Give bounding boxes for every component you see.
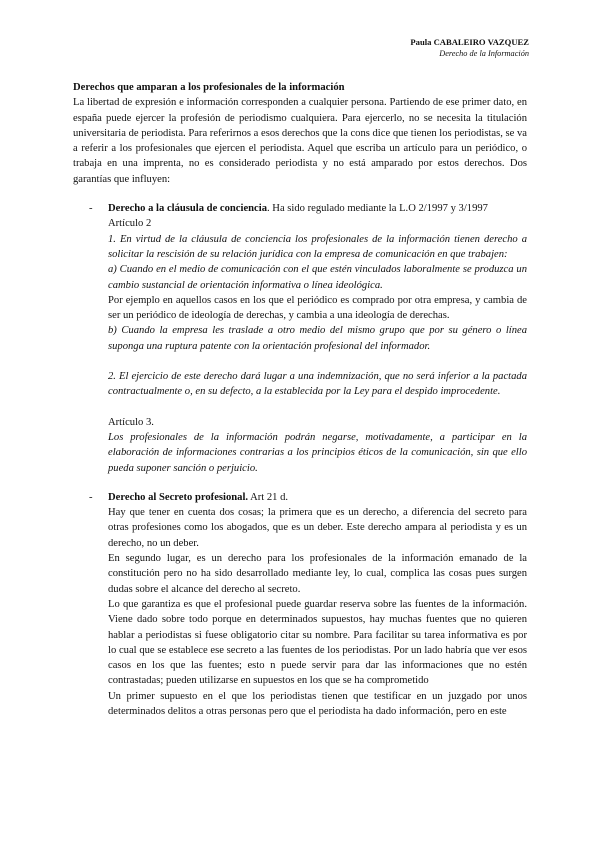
- secreto-heading: Derecho al Secreto profesional.: [108, 491, 249, 503]
- header-subject: Derecho de la Información: [439, 49, 529, 58]
- header-author: Paula CABALEIRO VAZQUEZ: [410, 37, 529, 47]
- article-2-p2: a) Cuando en el medio de comunicación con el que estén vinculados laboralmente se produzca un cambio sustancial de orientación informativa o línea ideológica.: [108, 264, 527, 291]
- item-heading: [108, 201, 527, 216]
- page-header: [410, 37, 529, 59]
- clausula-heading-rest: . Ha sido regulado mediante la L.O 2/1997 y 3/1997: [267, 203, 488, 215]
- article-3-p1: Los profesionales de la información podrán negarse, motivadamente, a participar en la elaboración de informaciones contrarias a los principios éticos de la comunicación, sin que ello pueda suponer sanción o perjuicio.: [108, 431, 527, 474]
- bullet: -: [89, 203, 93, 215]
- clausula-heading: Derecho a la cláusula de conciencia: [108, 203, 267, 215]
- secreto-p2: En segundo lugar, es un derecho para los profesionales de la información emanado de la constitución pero no ha sido desarrollado mediante ley, lo cual, complica las cosas pues surgen dudas sobre el alcance del derecho al secreto.: [108, 553, 527, 595]
- bullet: -: [89, 491, 93, 503]
- list-item-secreto: [73, 490, 527, 719]
- secreto-p3: Lo que garantiza es que el profesional puede guardar reserva sobre las fuentes de la información. Viene dado sobre todo porque en determinados supuestos, hay muchas fuentes que no quieren hablar a periodistas si fuese obligatorio citar su nombre. Para facilitar su tarea informativa es por lo cual que se establece ese secreto a las fuentes de los periodistas. Por un lado habría que ver esos casos en los que las fuentes; esto n puede servir para dar las informaciones que no estén contrastadas; pueden utilizarse en supuestos en los que se ha comprometido: [108, 598, 527, 687]
- secreto-p4: Un primer supuesto en el que los periodistas tienen que testificar en un juzgado por unos determinados delitos a otras personas pero que el periodista ha dado información, pero en este: [108, 690, 527, 717]
- article-2-p4: 2. El ejercicio de este derecho dará lugar a una indemnización, que no será inferior a la pactada contractualmente o, en su defecto, a la establecida por la Ley para el despido improcedente.: [108, 371, 527, 398]
- example-paragraph: Por ejemplo en aquellos casos en los que el periódico es comprado por otra empresa, y cambia de ser un periódico de ideología de derechas, y cambia a una ideología de derechas.: [108, 294, 527, 322]
- article-2-p3: b) Cuando la empresa les traslade a otro medio del mismo grupo que por su género o línea suponga una ruptura patente con la orientación profesional del informador.: [108, 325, 527, 352]
- article-2-label: Artículo 2: [108, 218, 152, 230]
- secreto-p1: Hay que tener en cuenta dos cosas; la primera que es un derecho, a diferencia del secreto para otras profesiones como los abogados, que es un deber. Este derecho ampara al periodista y es un derecho, no un deber.: [108, 507, 527, 549]
- intro-paragraph: La libertad de expresión e información corresponden a cualquier persona. Partiendo de ese primer dato, en españa puede ejercer la profesión de periodismo cualquiera. Para ejercerlo, no se necesita la titulación universitaria de periodista. Para referirnos a esos derechos que la cons dice que tienen los periodistas, se va a referir a los profesionales que ejercen el periodista. Aquel que escriba un artículo para un periódico, o trabaja en una imprenta, no es considerado periodista y no está amparado por estos derechos. Dos garantías que influyen:: [73, 97, 527, 185]
- article-2-p1: 1. En virtud de la cláusula de conciencia los profesionales de la información tienen derecho a solicitar la rescisión de su relación jurídica con la empresa de comunicación en que trabajen:: [108, 233, 527, 260]
- document-body: [73, 80, 527, 719]
- article-3-label: Artículo 3.: [108, 416, 154, 428]
- section-title: Derechos que amparan a los profesionales de la información: [73, 82, 345, 93]
- secreto-heading-rest: Art 21 d.: [248, 491, 289, 503]
- list-item-clausula: [73, 201, 527, 476]
- item-heading: [108, 490, 527, 505]
